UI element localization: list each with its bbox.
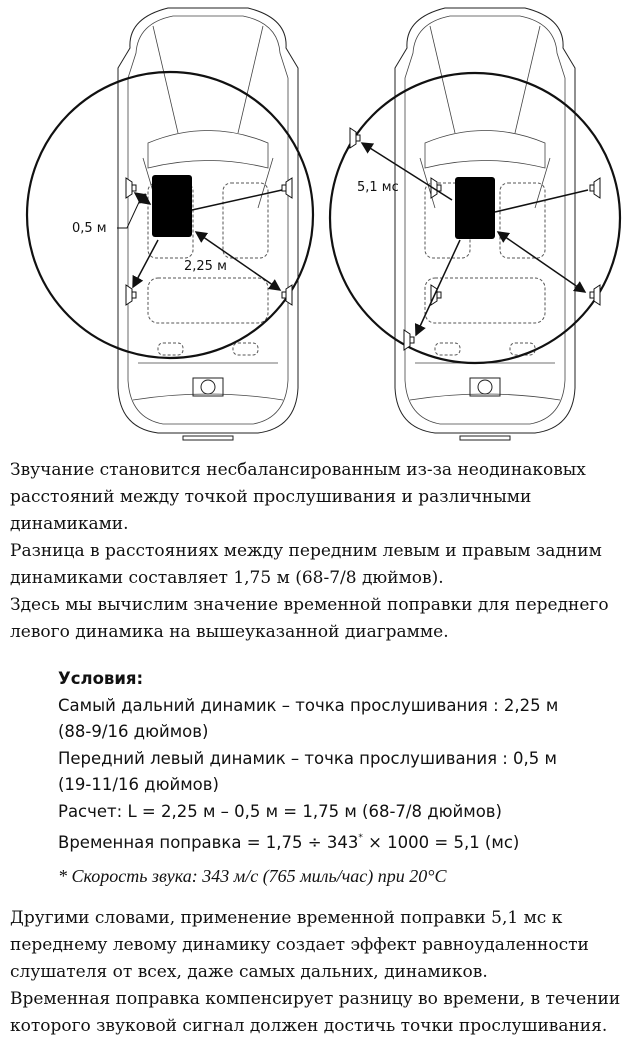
text-line: левого динамика на вышеуказанной диаграмме. — [10, 622, 449, 642]
listener-seat-left — [152, 175, 192, 237]
text-line: слушателя от всех, даже самых дальних, динамиков. — [10, 962, 488, 982]
speaker-icon — [590, 178, 600, 198]
condition-line: (88-9/16 дюймов) — [58, 722, 209, 741]
text-line: Здесь мы вычислим значение временной поправки для переднего — [10, 595, 609, 615]
speaker-icon — [431, 285, 441, 305]
left-car — [27, 8, 313, 440]
formula-end: × 1000 = 5,1 (мс) — [362, 833, 520, 852]
text-line: переднему левому динамику создает эффект равноудаленности — [10, 935, 589, 955]
right-car — [330, 8, 620, 440]
text-line: Другими словами, применение временной поправки 5,1 мс к — [10, 908, 563, 928]
listener-seat-right — [455, 177, 495, 239]
speaker-icon — [404, 330, 414, 350]
speaker-distance-diagram — [0, 0, 637, 445]
speaker-icon — [282, 178, 292, 198]
condition-line: Расчет: L = 2,25 м – 0,5 м = 1,75 м (68-7/8 дюймов) — [58, 801, 502, 821]
text-line: которого звуковой сигнал должен достичь точки прослушивания. — [10, 1016, 608, 1036]
conditions-block — [58, 666, 628, 857]
text-line: расстояний между точкой прослушивания и различными — [10, 487, 532, 507]
conditions-title: Условия: — [58, 669, 144, 688]
condition-line: (19-11/16 дюймов) — [58, 775, 219, 794]
conclusion-paragraph — [10, 905, 635, 1040]
intro-paragraph — [10, 457, 635, 646]
speaker-icon — [590, 285, 600, 305]
footnote: * Скорость звука: 343 м/с (765 миль/час) при 20°C — [58, 866, 447, 886]
text-line: Звучание становится несбалансированным из-за неодинаковых — [10, 460, 586, 480]
speaker-icon — [126, 178, 136, 198]
footnote-marker: * — [358, 833, 363, 843]
text-line: динамиками составляет 1,75 м (68-7/8 дюймов). — [10, 568, 444, 588]
front-distance-label: 0,5 м — [72, 221, 107, 236]
text-line: динамиками. — [10, 514, 129, 534]
delay-label: 5,1 мс — [357, 180, 399, 195]
far-distance-label: 2,25 м — [184, 259, 227, 274]
text-line: Разница в расстояниях между передним левым и правым задним — [10, 541, 602, 561]
condition-line: Передний левый динамик – точка прослушивания : 0,5 м — [58, 748, 557, 768]
speaker-icon — [126, 285, 136, 305]
formula-line — [58, 825, 628, 857]
formula-start: Временная поправка = 1,75 ÷ 343 — [58, 833, 359, 852]
text-line: Временная поправка компенсирует разницу во времени, в течении — [10, 989, 621, 1009]
condition-line: Самый дальний динамик – точка прослушивания : 2,25 м — [58, 695, 559, 715]
